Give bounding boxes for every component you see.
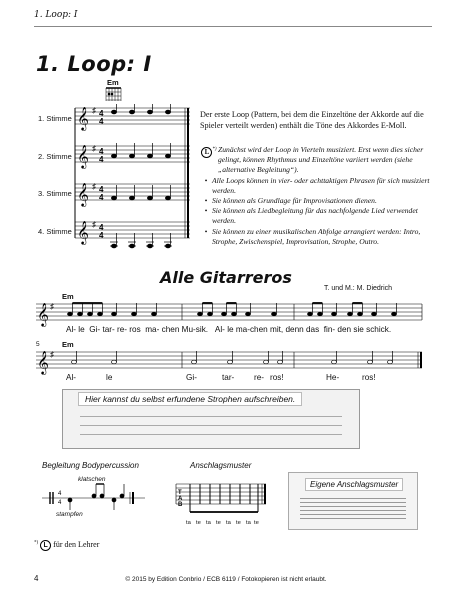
svg-text:𝄞: 𝄞 (37, 352, 49, 374)
svg-text:4: 4 (99, 147, 104, 156)
svg-text:𝄞: 𝄞 (77, 146, 89, 168)
svg-text:𝄞: 𝄞 (77, 184, 89, 206)
teacher-note-text: Zunächst wird der Loop in Vierteln musiziert. Erst wenn dies sicher gelingt, können Rhythmus und Einzeltöne variiert werden (siehe „alternative Begleitung“). (218, 145, 424, 175)
svg-text:4: 4 (58, 491, 62, 497)
lyrics-line-1: Al- le Gi- tar- re- ros ma- chen Mu-sik. Al- le ma-chen mit, denn das fin- den sie schick. (66, 325, 392, 334)
svg-text:𝄞: 𝄞 (77, 222, 89, 244)
loop-score (70, 104, 195, 254)
svg-text:4: 4 (99, 185, 104, 194)
loop-chord-label: Em (107, 78, 119, 87)
svg-text:♯: ♯ (92, 182, 96, 191)
bullet-2: Sie können als Grundlage für Improvisationen dienen. (212, 196, 377, 206)
svg-text:𝄞: 𝄞 (77, 108, 89, 130)
voice-label-4: 4. Stimme (38, 227, 72, 236)
voice-label-2: 2. Stimme (38, 152, 72, 161)
own-pattern-lines[interactable] (300, 498, 406, 519)
svg-text:4: 4 (99, 231, 104, 240)
svg-text:4: 4 (99, 193, 104, 202)
footnote-text: für den Lehrer (53, 540, 100, 549)
song-chord-1: Em (62, 292, 74, 301)
svg-text:4: 4 (58, 500, 62, 506)
song-title: Alle Gitarreros (160, 268, 292, 287)
bodyperc-top-label: klatschen (78, 476, 106, 483)
voice-label-1: 1. Stimme (38, 114, 72, 123)
teacher-note: L *) Zunächst wird der Loop in Vierteln musiziert. Erst wenn dies sicher gelingt, können Rhythmus und Einzeltöne variiert werden (siehe „alternative Begleitung“). • Alle Loops können in vier- oder achttaktigen Phrasen für sich musiziert werden. • Sie können als Grundlage für Improvisationen dienen. • Sie können als Liedbegleitung für das nachfolgende Lied verwendet werden. • Sie können zu einer musikalischen Abfolge arrangiert werden: Intro, Strophe, Zwischenspiel, Improvisation, Strophe, Outro. (200, 145, 430, 247)
bullet-1: Alle Loops können in vier- oder achttaktigen Phrasen für sich musiziert werden. (212, 175, 430, 195)
svg-text:4: 4 (99, 223, 104, 232)
running-header: 1. Loop: I (34, 10, 78, 20)
bodyperc-bottom-label: stampfen (56, 511, 83, 518)
svg-text:A: A (178, 496, 183, 502)
own-pattern-title: Eigene Anschlagsmuster (305, 478, 403, 491)
svg-text:♯: ♯ (92, 144, 96, 153)
song-staff-2 (34, 348, 424, 376)
svg-text:4: 4 (99, 117, 104, 126)
section-title: 1. Loop: I (36, 52, 152, 76)
svg-text:♯: ♯ (50, 302, 54, 311)
bodyperc-title: Begleitung Bodypercussion (42, 461, 139, 470)
measure-number: 5 (36, 341, 40, 348)
svg-text:𝄞: 𝄞 (37, 304, 49, 326)
svg-text:♯: ♯ (50, 350, 54, 359)
song-composer: T. und M.: M. Diedrich (324, 285, 393, 292)
svg-text:4: 4 (99, 155, 104, 164)
copyright: © 2015 by Edition Conbrio / ECB 6119 / Fotokopieren ist nicht erlaubt. (125, 576, 327, 583)
write-box-title: Hier kannst du selbst erfundene Strophen aufschreiben. (78, 392, 302, 406)
page-number: 4 (34, 574, 39, 583)
header-rule (34, 26, 432, 27)
bullet-3: Sie können als Liedbegleitung für das nachfolgende Lied verwendet werden. (212, 206, 418, 226)
svg-text:4: 4 (99, 109, 104, 118)
svg-text:♯: ♯ (92, 220, 96, 229)
song-chord-2: Em (62, 340, 74, 349)
voice-label-3: 3. Stimme (38, 189, 72, 198)
chord-diagram-icon (105, 86, 123, 102)
teacher-marker-icon: L (40, 540, 51, 551)
loop-description: Der erste Loop (Pattern, bei dem die Einzeltöne der Akkorde auf die Spieler verteilt werden) enthält die Töne des Akkordes E-Moll. (200, 110, 424, 130)
strum-title: Anschlagsmuster (190, 461, 252, 470)
svg-text:B: B (178, 502, 183, 508)
footnote: *) L für den Lehrer (34, 540, 100, 549)
teacher-marker-icon: L *) (200, 145, 218, 176)
bullet-4: Sie können zu einer musikalischen Abfolge arrangiert werden: Intro, Strophe, Zwischenspiel, Improvisation, Strophe, Outro. (212, 226, 421, 246)
svg-text:T: T (178, 490, 182, 496)
svg-text:♯: ♯ (92, 106, 96, 115)
song-staff-1 (34, 300, 424, 328)
write-lines[interactable] (80, 416, 342, 442)
